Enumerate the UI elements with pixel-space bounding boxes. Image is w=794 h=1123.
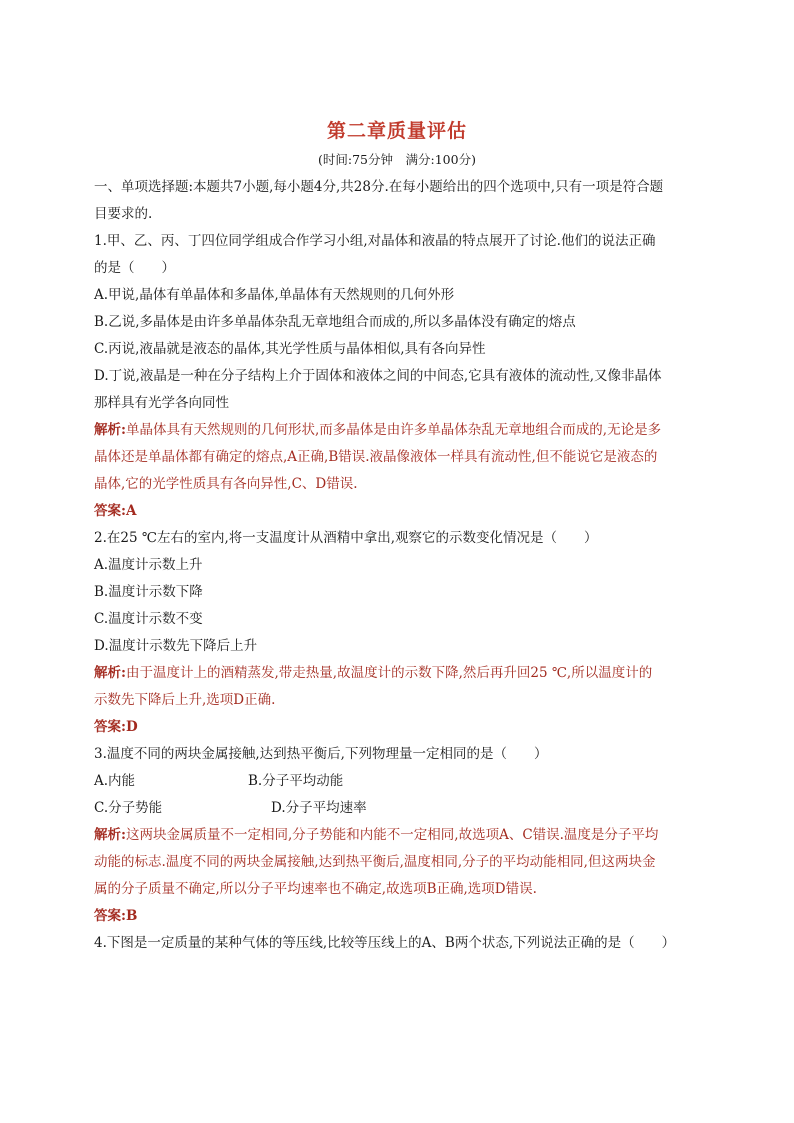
section-heading-line2: 目要求的. bbox=[94, 206, 153, 222]
q1-option-d-line1: D.丁说,液晶是一种在分子结构上介于固体和液体之间的中间态,它具有液体的流动性,又像非晶体 bbox=[94, 368, 662, 384]
q2-stem: 2.在25 ℃左右的室内,将一支温度计从酒精中拿出,观察它的示数变化情况是（ ） bbox=[94, 530, 598, 546]
q3-option-d: D.分子平均速率 bbox=[271, 800, 367, 816]
page-title: 第二章质量评估 bbox=[326, 120, 467, 142]
analysis-text: 由于温度计上的酒精蒸发,带走热量,故温度计的示数下降,然后再升回25 ℃,所以温度计的 bbox=[125, 665, 653, 681]
q3-analysis-line1 bbox=[94, 822, 706, 849]
analysis-label: 解析: bbox=[94, 422, 126, 438]
q3-options-row1 bbox=[94, 768, 706, 795]
q3-answer bbox=[94, 903, 706, 930]
q2-answer bbox=[94, 714, 706, 741]
q3-stem: 3.温度不同的两块金属接触,达到热平衡后,下列物理量一定相同的是（ ） bbox=[94, 746, 548, 762]
q2-option-d: D.温度计示数先下降后上升 bbox=[94, 638, 258, 654]
q3-options-row2 bbox=[94, 795, 706, 822]
q1-analysis-line2: 晶体还是单晶体都有确定的熔点,A正确,B错误.液晶像液体一样具有流动性,但不能说它是液态的 bbox=[94, 449, 658, 465]
q3-option-b: B.分子平均动能 bbox=[248, 773, 344, 789]
analysis-label: 解析: bbox=[94, 665, 126, 681]
answer-label: 答案: bbox=[94, 908, 126, 924]
q3-option-c: C.分子势能 bbox=[94, 800, 163, 816]
q1-option-d-line2: 那样具有光学各向同性 bbox=[94, 395, 229, 411]
q1-answer bbox=[94, 498, 706, 525]
q3-analysis-line3: 属的分子质量不确定,所以分子平均速率也不确定,故选项B正确,选项D错误. bbox=[94, 881, 537, 897]
section-heading-line1: 一、单项选择题:本题共7小题,每小题4分,共28分.在每小题给出的四个选项中,只有一项是符合题 bbox=[94, 179, 664, 195]
answer-label: 答案: bbox=[94, 719, 126, 735]
q1-analysis-line1 bbox=[94, 417, 706, 444]
q1-stem-line1: 1.甲、乙、丙、丁四位同学组成合作学习小组,对晶体和液晶的特点展开了讨论.他们的说法正确 bbox=[94, 233, 656, 249]
answer-value: A bbox=[125, 503, 137, 519]
q2-analysis-line2: 示数先下降后上升,选项D正确. bbox=[94, 692, 276, 708]
analysis-text: 这两块金属质量不一定相同,分子势能和内能不一定相同,故选项A、C错误.温度是分子平均 bbox=[125, 827, 659, 843]
q1-option-b: B.乙说,多晶体是由许多单晶体杂乱无章地组合而成的,所以多晶体没有确定的熔点 bbox=[94, 314, 576, 330]
q1-analysis-line3: 晶体,它的光学性质具有各向异性,C、D错误. bbox=[94, 476, 358, 492]
analysis-label: 解析: bbox=[94, 827, 126, 843]
q3-option-a: A.内能 bbox=[94, 773, 136, 789]
q2-option-c: C.温度计示数不变 bbox=[94, 611, 203, 627]
answer-value: D bbox=[125, 719, 138, 735]
document-body bbox=[94, 174, 706, 957]
q1-stem-line2: 的是（ ） bbox=[94, 260, 175, 276]
q1-option-c: C.丙说,液晶就是液态的晶体,其光学性质与晶体相似,具有各向异性 bbox=[94, 341, 486, 357]
q3-analysis-line2: 动能的标志.温度不同的两块金属接触,达到热平衡后,温度相同,分子的平均动能相同,但这两块金 bbox=[94, 854, 656, 870]
answer-value: B bbox=[125, 908, 138, 924]
q2-option-b: B.温度计示数下降 bbox=[94, 584, 203, 600]
exam-info: (时间:75分钟 满分:100分) bbox=[318, 152, 476, 167]
q2-option-a: A.温度计示数上升 bbox=[94, 557, 203, 573]
analysis-text: 单晶体具有天然规则的几何形状,而多晶体是由许多单晶体杂乱无章地组合而成的,无论是多 bbox=[125, 422, 662, 438]
answer-label: 答案: bbox=[94, 503, 126, 519]
q2-analysis-line1 bbox=[94, 660, 706, 687]
q1-option-a: A.甲说,晶体有单晶体和多晶体,单晶体有天然规则的几何外形 bbox=[94, 287, 455, 303]
q4-stem: 4.下图是一定质量的某种气体的等压线,比较等压线上的A、B两个状态,下列说法正确的是（ ） bbox=[94, 935, 676, 951]
